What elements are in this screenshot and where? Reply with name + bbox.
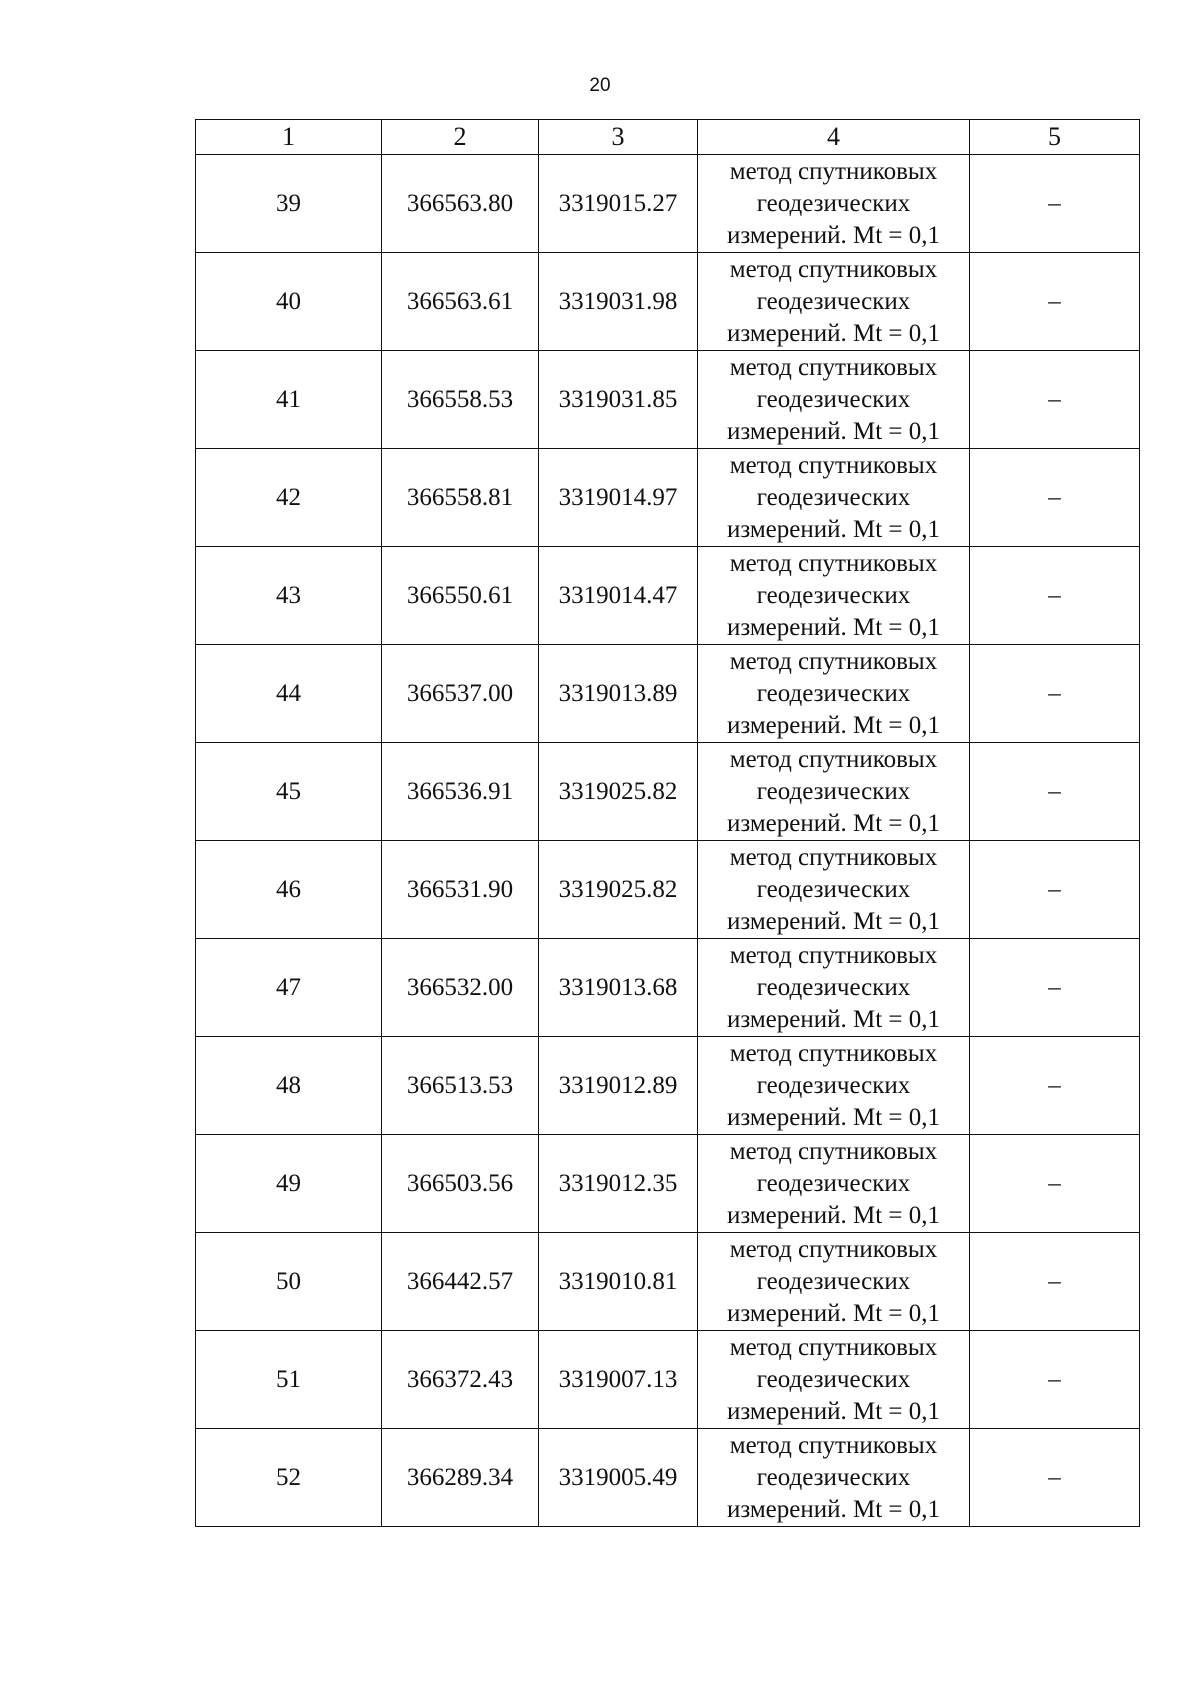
method-cell (698, 1331, 970, 1429)
table-header-row (196, 120, 1140, 155)
method-line: геодезических (756, 1267, 911, 1295)
method-line: геодезических (756, 189, 911, 217)
point-number-cell: 39 (196, 155, 382, 253)
method-line: метод спутниковых (729, 1235, 938, 1263)
note-cell: – (970, 1233, 1140, 1331)
x-coordinate-cell: 366513.53 (382, 1037, 539, 1135)
table-row (196, 1429, 1140, 1527)
method-cell (698, 1135, 970, 1233)
method-line: метод спутниковых (729, 157, 938, 185)
method-line: измерений. Mt = 0,1 (726, 1397, 941, 1425)
y-coordinate-cell: 3319014.47 (539, 547, 698, 645)
method-line: метод спутниковых (729, 941, 938, 969)
method-line: геодезических (756, 777, 911, 805)
note-cell: – (970, 939, 1140, 1037)
method-line: геодезических (756, 679, 911, 707)
table-row (196, 743, 1140, 841)
method-cell (698, 449, 970, 547)
method-cell (698, 253, 970, 351)
method-line: метод спутниковых (729, 549, 938, 577)
method-line: измерений. Mt = 0,1 (726, 417, 941, 445)
column-header-3: 3 (539, 120, 698, 155)
note-cell: – (970, 253, 1140, 351)
method-line: измерений. Mt = 0,1 (726, 809, 941, 837)
note-cell: – (970, 547, 1140, 645)
x-coordinate-cell: 366531.90 (382, 841, 539, 939)
method-line: измерений. Mt = 0,1 (726, 1005, 941, 1033)
page-number: 20 (589, 75, 611, 96)
y-coordinate-cell: 3319012.35 (539, 1135, 698, 1233)
table-row (196, 449, 1140, 547)
method-cell (698, 841, 970, 939)
method-line: метод спутниковых (729, 1039, 938, 1067)
method-line: метод спутниковых (729, 1137, 938, 1165)
table-row (196, 155, 1140, 253)
method-line: геодезических (756, 973, 911, 1001)
table-row (196, 1233, 1140, 1331)
method-line: метод спутниковых (729, 1333, 938, 1361)
y-coordinate-cell: 3319025.82 (539, 743, 698, 841)
column-header-2: 2 (382, 120, 539, 155)
method-cell (698, 155, 970, 253)
point-number-cell: 42 (196, 449, 382, 547)
method-cell (698, 939, 970, 1037)
table-row (196, 253, 1140, 351)
method-line: метод спутниковых (729, 647, 938, 675)
y-coordinate-cell: 3319012.89 (539, 1037, 698, 1135)
y-coordinate-cell: 3319015.27 (539, 155, 698, 253)
point-number-cell: 51 (196, 1331, 382, 1429)
coordinates-table (195, 119, 1140, 1527)
point-number-cell: 47 (196, 939, 382, 1037)
x-coordinate-cell: 366550.61 (382, 547, 539, 645)
point-number-cell: 50 (196, 1233, 382, 1331)
note-cell: – (970, 1037, 1140, 1135)
table-row (196, 351, 1140, 449)
point-number-cell: 41 (196, 351, 382, 449)
method-line: геодезических (756, 385, 911, 413)
table-row (196, 1037, 1140, 1135)
y-coordinate-cell: 3319031.98 (539, 253, 698, 351)
column-header-5: 5 (970, 120, 1140, 155)
x-coordinate-cell: 366503.56 (382, 1135, 539, 1233)
note-cell: – (970, 1135, 1140, 1233)
y-coordinate-cell: 3319013.89 (539, 645, 698, 743)
method-line: метод спутниковых (729, 451, 938, 479)
x-coordinate-cell: 366563.80 (382, 155, 539, 253)
method-line: геодезических (756, 287, 911, 315)
method-line: метод спутниковых (729, 1431, 938, 1459)
method-line: измерений. Mt = 0,1 (726, 1201, 941, 1229)
method-line: геодезических (756, 1169, 911, 1197)
method-line: геодезических (756, 875, 911, 903)
x-coordinate-cell: 366532.00 (382, 939, 539, 1037)
x-coordinate-cell: 366372.43 (382, 1331, 539, 1429)
method-line: геодезических (756, 1463, 911, 1491)
x-coordinate-cell: 366558.53 (382, 351, 539, 449)
y-coordinate-cell: 3319013.68 (539, 939, 698, 1037)
table-row (196, 1135, 1140, 1233)
method-line: измерений. Mt = 0,1 (726, 221, 941, 249)
note-cell: – (970, 645, 1140, 743)
point-number-cell: 48 (196, 1037, 382, 1135)
point-number-cell: 46 (196, 841, 382, 939)
note-cell: – (970, 351, 1140, 449)
x-coordinate-cell: 366558.81 (382, 449, 539, 547)
point-number-cell: 44 (196, 645, 382, 743)
x-coordinate-cell: 366537.00 (382, 645, 539, 743)
method-line: измерений. Mt = 0,1 (726, 711, 941, 739)
method-line: геодезических (756, 483, 911, 511)
y-coordinate-cell: 3319025.82 (539, 841, 698, 939)
method-cell (698, 743, 970, 841)
method-line: метод спутниковых (729, 255, 938, 283)
point-number-cell: 43 (196, 547, 382, 645)
method-cell (698, 547, 970, 645)
method-line: измерений. Mt = 0,1 (726, 1103, 941, 1131)
method-cell (698, 351, 970, 449)
method-cell (698, 645, 970, 743)
table-row (196, 1331, 1140, 1429)
method-line: метод спутниковых (729, 843, 938, 871)
x-coordinate-cell: 366536.91 (382, 743, 539, 841)
y-coordinate-cell: 3319031.85 (539, 351, 698, 449)
table-row (196, 645, 1140, 743)
y-coordinate-cell: 3319007.13 (539, 1331, 698, 1429)
method-line: измерений. Mt = 0,1 (726, 1495, 941, 1523)
point-number-cell: 40 (196, 253, 382, 351)
table-row (196, 547, 1140, 645)
method-cell (698, 1429, 970, 1527)
point-number-cell: 49 (196, 1135, 382, 1233)
method-line: измерений. Mt = 0,1 (726, 613, 941, 641)
method-line: метод спутниковых (729, 745, 938, 773)
point-number-cell: 45 (196, 743, 382, 841)
y-coordinate-cell: 3319005.49 (539, 1429, 698, 1527)
y-coordinate-cell: 3319010.81 (539, 1233, 698, 1331)
y-coordinate-cell: 3319014.97 (539, 449, 698, 547)
note-cell: – (970, 1429, 1140, 1527)
column-header-4: 4 (698, 120, 970, 155)
method-line: геодезических (756, 1071, 911, 1099)
method-line: метод спутниковых (729, 353, 938, 381)
table-row (196, 939, 1140, 1037)
method-cell (698, 1037, 970, 1135)
x-coordinate-cell: 366442.57 (382, 1233, 539, 1331)
note-cell: – (970, 1331, 1140, 1429)
x-coordinate-cell: 366289.34 (382, 1429, 539, 1527)
note-cell: – (970, 449, 1140, 547)
table-body (196, 155, 1140, 1527)
method-line: геодезических (756, 581, 911, 609)
note-cell: – (970, 743, 1140, 841)
note-cell: – (970, 155, 1140, 253)
method-cell (698, 1233, 970, 1331)
point-number-cell: 52 (196, 1429, 382, 1527)
table-row (196, 841, 1140, 939)
x-coordinate-cell: 366563.61 (382, 253, 539, 351)
method-line: измерений. Mt = 0,1 (726, 1299, 941, 1327)
column-header-1: 1 (196, 120, 382, 155)
method-line: измерений. Mt = 0,1 (726, 515, 941, 543)
method-line: геодезических (756, 1365, 911, 1393)
note-cell: – (970, 841, 1140, 939)
method-line: измерений. Mt = 0,1 (726, 319, 941, 347)
method-line: измерений. Mt = 0,1 (726, 907, 941, 935)
